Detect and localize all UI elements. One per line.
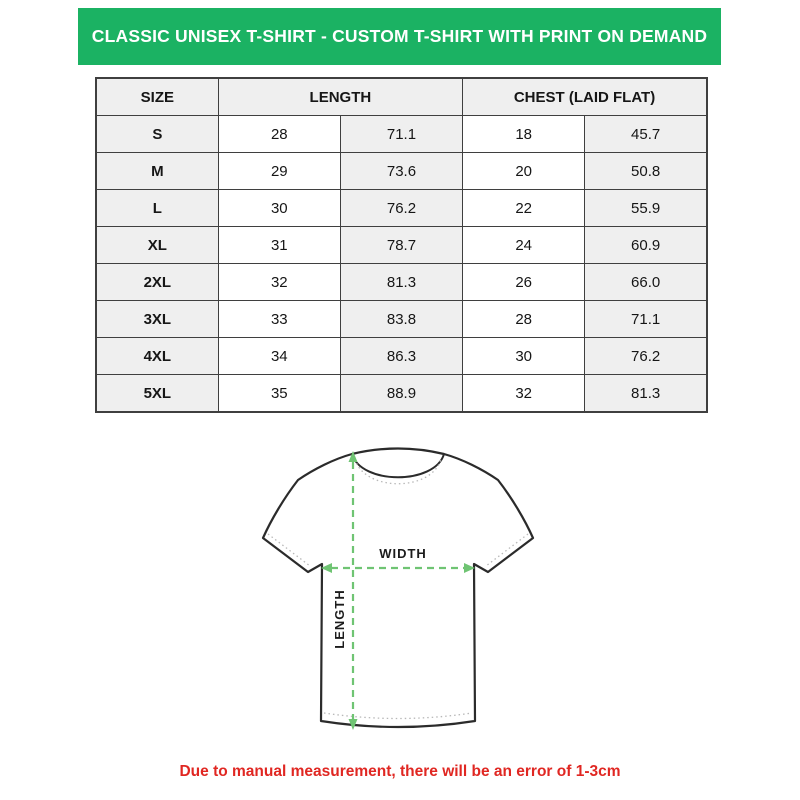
- size-cell: 5XL: [96, 375, 218, 413]
- chest-cm-cell: 60.9: [585, 227, 707, 264]
- chest-in-cell: 26: [463, 264, 585, 301]
- length-in-cell: 28: [218, 116, 340, 153]
- length-cm-cell: 78.7: [340, 227, 462, 264]
- length-in-cell: 29: [218, 153, 340, 190]
- chest-in-cell: 32: [463, 375, 585, 413]
- chest-in-cell: 28: [463, 301, 585, 338]
- length-in-cell: 34: [218, 338, 340, 375]
- chest-cm-cell: 55.9: [585, 190, 707, 227]
- chest-in-cell: 30: [463, 338, 585, 375]
- size-chart-table: [95, 77, 708, 413]
- length-cm-cell: 86.3: [340, 338, 462, 375]
- chest-cm-cell: 81.3: [585, 375, 707, 413]
- table-row: [96, 116, 707, 153]
- column-header-chest: CHEST (LAID FLAT): [463, 78, 707, 116]
- length-cm-cell: 71.1: [340, 116, 462, 153]
- length-in-cell: 31: [218, 227, 340, 264]
- size-cell: 2XL: [96, 264, 218, 301]
- column-header-length: LENGTH: [218, 78, 462, 116]
- length-in-cell: 33: [218, 301, 340, 338]
- table-row: [96, 153, 707, 190]
- column-header-size: SIZE: [96, 78, 218, 116]
- length-in-cell: 32: [218, 264, 340, 301]
- chest-cm-cell: 76.2: [585, 338, 707, 375]
- page-title: CLASSIC UNISEX T-SHIRT - CUSTOM T-SHIRT WITH PRINT ON DEMAND: [91, 26, 708, 46]
- size-cell: 3XL: [96, 301, 218, 338]
- size-cell: XL: [96, 227, 218, 264]
- tshirt-measurement-diagram: [258, 442, 538, 742]
- width-label: WIDTH: [379, 546, 427, 561]
- length-cm-cell: 76.2: [340, 190, 462, 227]
- title-banner: [78, 8, 721, 65]
- tshirt-outline: [263, 449, 533, 728]
- size-cell: L: [96, 190, 218, 227]
- table-row: [96, 301, 707, 338]
- chest-in-cell: 24: [463, 227, 585, 264]
- table-row: [96, 190, 707, 227]
- table-row: [96, 375, 707, 413]
- length-cm-cell: 73.6: [340, 153, 462, 190]
- length-label: LENGTH: [332, 589, 347, 649]
- table-row: [96, 227, 707, 264]
- size-cell: M: [96, 153, 218, 190]
- chest-cm-cell: 50.8: [585, 153, 707, 190]
- table-header-row: [96, 78, 707, 116]
- chest-in-cell: 18: [463, 116, 585, 153]
- measurement-disclaimer: Due to manual measurement, there will be an error of 1-3cm: [179, 763, 621, 780]
- chest-in-cell: 22: [463, 190, 585, 227]
- tshirt-diagram-svg: [258, 442, 538, 742]
- chest-cm-cell: 66.0: [585, 264, 707, 301]
- length-in-cell: 35: [218, 375, 340, 413]
- length-cm-cell: 88.9: [340, 375, 462, 413]
- size-cell: S: [96, 116, 218, 153]
- length-cm-cell: 83.8: [340, 301, 462, 338]
- chest-in-cell: 20: [463, 153, 585, 190]
- length-in-cell: 30: [218, 190, 340, 227]
- chest-cm-cell: 45.7: [585, 116, 707, 153]
- size-cell: 4XL: [96, 338, 218, 375]
- table-row: [96, 264, 707, 301]
- chest-cm-cell: 71.1: [585, 301, 707, 338]
- length-cm-cell: 81.3: [340, 264, 462, 301]
- table-row: [96, 338, 707, 375]
